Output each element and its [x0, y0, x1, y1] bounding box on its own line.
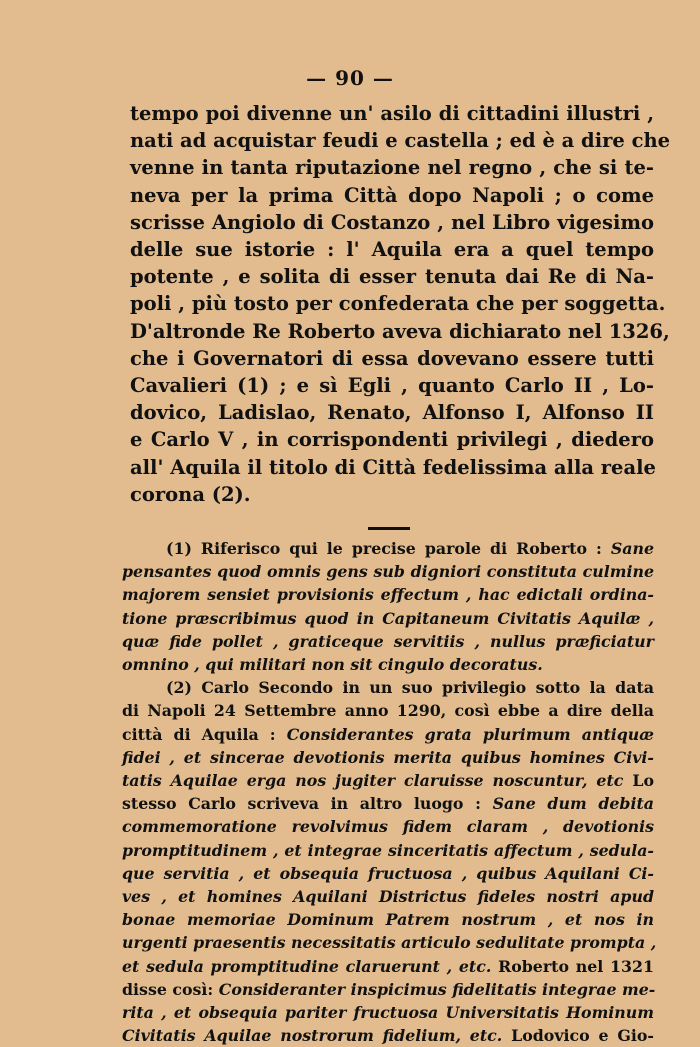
footnote-latin-quote: Civitatis Aquilae nostrorum fidelium, etc. — [122, 1026, 503, 1046]
footnote-text: Lo — [623, 771, 654, 791]
footnote-text: Roberto nel 1321 — [491, 956, 654, 976]
footnote-line — [122, 676, 654, 699]
body-line: all' Aquila il titolo di Città fedelissima alla reale — [130, 455, 656, 479]
footnote-latin-quote: rita , et obsequia pariter fructuosa Universitatis Hominum — [122, 1003, 654, 1023]
page-number: — 90 — — [306, 66, 394, 90]
footnote-text: città di Aquila : — [122, 724, 287, 744]
footnote-latin-quote: Sane dum debita — [492, 794, 654, 814]
footnote-latin-quote: bonae memoriae Dominum Patrem nostrum , et nos in — [122, 910, 654, 930]
footnote-line — [122, 723, 654, 746]
body-line: e Carlo V , in corrispondenti privilegi , diedero — [130, 428, 654, 452]
body-line: neva per la prima Città dopo Napoli ; o come — [130, 183, 654, 207]
footnote-latin-quote: promptitudinem , et integrae sinceritatis affectum , sedula- — [122, 840, 654, 860]
footnote-line — [122, 560, 654, 583]
body-line: scrisse Angiolo di Costanzo , nel Libro vigesimo — [130, 210, 654, 234]
body-line: corona (2). — [130, 482, 251, 506]
footnote-line — [122, 839, 654, 862]
footnote-text: (2) Carlo Secondo in un suo privilegio sotto la data — [166, 678, 654, 698]
body-line: che i Governatori di essa dovevano essere tutti — [130, 346, 654, 370]
footnote-latin-quote: quæ fide pollet , graticeque servitiis , nullus præficiatur — [122, 631, 654, 651]
footnote-line — [122, 885, 654, 908]
footnote-line — [122, 699, 654, 722]
body-line: poli , più tosto per confederata che per soggetta. — [130, 292, 666, 316]
body-line: potente , e solita di esser tenuta dai Re di Na- — [130, 265, 654, 289]
footnote-latin-quote: omnino , qui militari non sit cingulo decoratus. — [122, 655, 543, 675]
footnote-latin-quote: Sane — [610, 539, 654, 558]
footnote-line — [122, 908, 654, 931]
footnote-text: di Napoli 24 Settembre anno 1290, così ebbe a dire della — [122, 701, 654, 721]
footnote-latin-quote: commemoratione revolvimus fidem claram , devotionis — [122, 817, 654, 837]
body-line: Cavalieri (1) ; e sì Egli , quanto Carlo II , Lo- — [130, 374, 654, 398]
footnote-line — [122, 583, 654, 606]
footnote-text: Lodovico e Gio- — [502, 1026, 654, 1046]
footnote-line — [122, 653, 654, 676]
footnote-text: stesso Carlo scriveva in altro luogo : — [122, 794, 493, 814]
body-line: tempo poi divenne un' asilo di cittadini illustri , — [130, 102, 654, 125]
footnote-line — [122, 955, 654, 978]
footnote-latin-quote: fidei , et sincerae devotionis merita quibus homines Civi- — [122, 747, 654, 767]
footnote-text: disse così: — [122, 979, 219, 999]
footnote-line — [122, 769, 654, 792]
footnote-latin-quote: tatis Aquilae erga nos jugiter claruisse noscuntur, etc — [122, 771, 624, 791]
footnote-line — [122, 1024, 654, 1047]
footnote-latin-quote: pensantes quod omnis gens sub digniori constituta culmine — [122, 562, 654, 582]
footnote-line — [122, 792, 654, 815]
footnote-line — [122, 815, 654, 838]
footnote-line — [122, 746, 654, 769]
footnote-line — [122, 607, 654, 630]
footnote-line — [122, 978, 654, 1001]
body-line: nati ad acquistar feudi e castella ; ed è a dire che — [130, 129, 671, 153]
body-line: venne in tanta riputazione nel regno , che si te- — [130, 156, 654, 180]
footnote-latin-quote: urgenti praesentis necessitatis articulo sedulitate prompta , — [122, 933, 657, 953]
footnote-latin-quote: et sedula promptitudine claruerunt , etc. — [122, 956, 492, 976]
footnotes — [122, 537, 657, 1047]
footnote-latin-quote: Considerantes grata plurimum antiquæ — [286, 724, 654, 744]
footnote-latin-quote: tione præscribimus quod in Capitaneum Civitatis Aquilæ , — [122, 608, 654, 628]
footnote-line — [122, 931, 657, 954]
body-text — [130, 100, 671, 508]
footnote-line — [122, 862, 654, 885]
body-line: D'altronde Re Roberto aveva dichiarato nel 1326, — [130, 319, 670, 343]
footnote-latin-quote: majorem sensiet provisionis effectum , hac edictali ordina- — [122, 585, 654, 605]
footnote-latin-quote: ves , et homines Aquilani Districtus fideles nostri apud — [122, 887, 654, 907]
footnote-line — [122, 630, 654, 653]
body-line: delle sue istorie : l' Aquila era a quel tempo — [130, 238, 654, 262]
body-line: dovico, Ladislao, Renato, Alfonso I, Alfonso II — [130, 401, 654, 425]
footnote-line — [122, 537, 654, 560]
footnote-latin-quote: que servitia , et obsequia fructuosa , quibus Aquilani Ci- — [122, 863, 654, 883]
footnote-latin-quote: Consideranter inspicimus fidelitatis integrae me- — [218, 979, 656, 999]
footnote-text: (1) Riferisco qui le precise parole di Roberto : — [166, 539, 611, 558]
footnote-line — [122, 1001, 654, 1024]
footnote-separator — [368, 527, 410, 530]
